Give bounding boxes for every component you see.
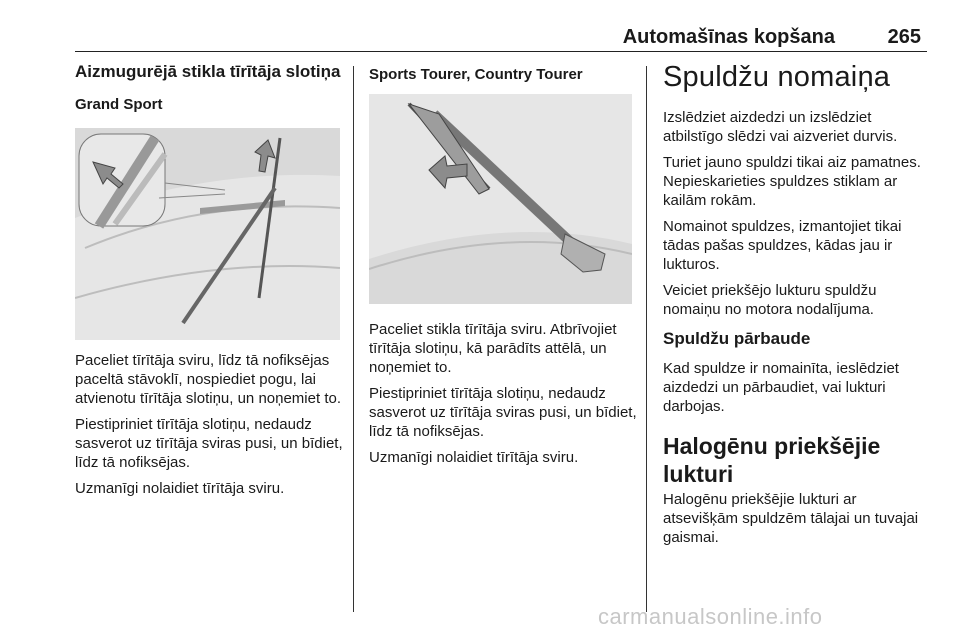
sub-heading-bulb-check: Spuldžu pārbaude (663, 329, 811, 348)
variant-heading-sports-tourer: Sports Tourer, Country Tourer (369, 66, 583, 83)
header-rule (75, 51, 927, 52)
section-heading-bulbs: Spuldžu nomaiņa (663, 61, 891, 93)
paragraph: Kad spuldze ir nomainīta, ieslēdziet aizdedzi un pārbaudiet, vai lukturi darbojas. (663, 360, 899, 415)
paragraph: Paceliet tīrītāja sviru, līdz tā nofiksējas paceltā stāvoklī, nospiediet pogu, lai atvienotu tīrītāja slotiņu, un noņemiet to. (75, 352, 341, 407)
column-middle (369, 66, 641, 84)
paragraph: Piestipriniet tīrītāja slotiņu, nedaudz sasverot uz tīrītāja sviras pusi, un bīdiet, līdz tā nofiksējas. (75, 416, 343, 471)
page-number: 265 (887, 26, 921, 48)
paragraph: Uzmanīgi nolaidiet tīrītāja sviru. (369, 449, 579, 466)
paragraph: Piestipriniet tīrītāja slotiņu, nedaudz sasverot uz tīrītāja sviras pusi, un bīdiet, līdz tā nofiksējas. (369, 385, 637, 440)
paragraph: Halogēnu priekšējie lukturi ar atsevišķām spuldzēm tālajai un tuvajai gaismai. (663, 491, 919, 546)
section-title: Automašīnas kopšana (622, 26, 835, 48)
section-heading: Aizmugurējā stikla tīrītāja slotiņa (75, 62, 341, 81)
paragraph: Paceliet stikla tīrītāja sviru. Atbrīvojiet tīrītāja slotiņu, kā parādīts attēlā, un noņemiet to. (369, 321, 617, 376)
watermark: carmanualsonline.info (598, 604, 823, 629)
paragraph: Turiet jauno spuldzi tikai aiz pamatnes. Nepieskarieties spuldzes stiklam ar kailām rokām. (663, 154, 921, 209)
paragraph: Nomainot spuldzes, izmantojiet tikai tādas pašas spuldzes, kādas jau ir lukturos. (663, 218, 902, 273)
paragraph: Uzmanīgi nolaidiet tīrītāja sviru. (75, 480, 285, 497)
column-left (75, 62, 343, 114)
paragraph: Veiciet priekšējo lukturu spuldžu nomaiņu no motora nodalījuma. (663, 282, 877, 318)
wiper-figure-grand-sport (75, 128, 340, 340)
section-heading-halogen: Halogēnu priekšējie lukturi (663, 433, 881, 487)
column-right (663, 60, 933, 554)
paragraph: Izslēdziet aizdedzi un izslēdziet atbilstīgo slēdzi vai aizveriet durvis. (663, 109, 898, 145)
column-middle-text (369, 320, 644, 474)
variant-heading-grand-sport: Grand Sport (75, 96, 163, 113)
column-divider (646, 66, 647, 612)
wiper-figure-sports-tourer (369, 94, 632, 304)
column-divider (353, 66, 354, 612)
page-header (75, 26, 927, 50)
column-left-text (75, 351, 345, 505)
